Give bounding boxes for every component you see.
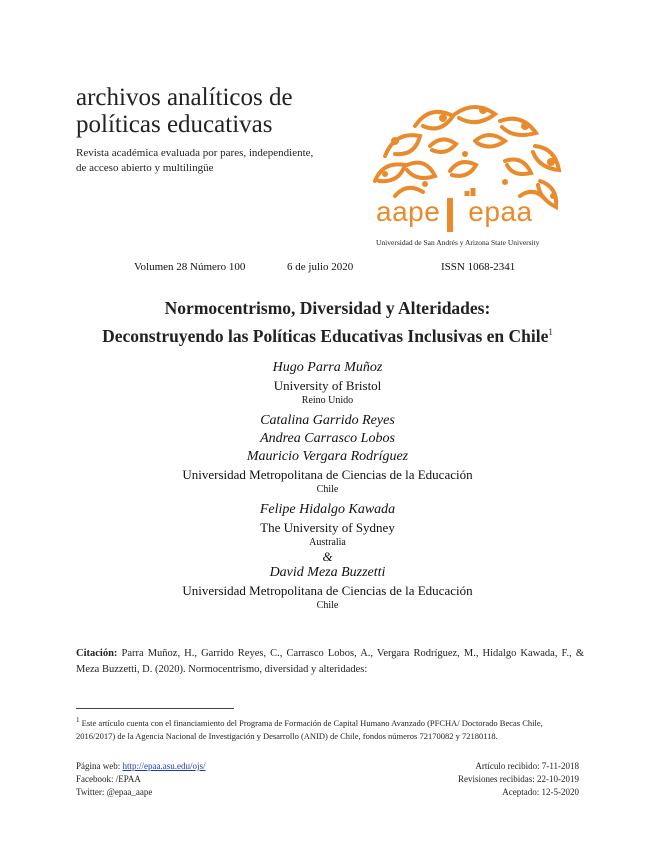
- author-country: Chile: [316, 600, 339, 611]
- footnote-text: Este artículo cuenta con el financiamiento del Programa de Formación de Capital Humano Avanzado (PFCHA/ Doctorado Becas Chile, 2016/2017) de la Agencia Nacional de Investigación y Desarrollo (ANID) de Chile, fondos números 72170082 y 72180118.: [76, 717, 543, 741]
- revisions-date: Revisiones recibidas: 22-10-2019: [458, 774, 579, 784]
- author-name: Felipe Hidalgo Kawada: [259, 502, 396, 517]
- received-date: Artículo recibido: 7-11-2018: [475, 761, 579, 771]
- twitter-text: Twitter: @epaa_aape: [76, 787, 153, 797]
- paper-title-line1: Normocentrismo, Diversidad y Alteridades:: [164, 298, 491, 318]
- author-institution: The University of Sydney: [260, 520, 395, 535]
- issue-issn: ISSN 1068-2341: [441, 261, 516, 273]
- journal-desc-line2: de acceso abierto y multilingüe: [76, 162, 214, 174]
- paper-title-line2: Deconstruyendo las Políticas Educativas Inclusivas en Chile: [102, 325, 549, 346]
- author-name: Mauricio Vergara Rodríguez: [246, 449, 409, 464]
- citation-text: Parra Muñoz, H., Garrido Reyes, C., Carrasco Lobos, A., Vergara Rodríguez, M., Hidalgo Kawada, F., & Meza Buzzetti, D. (2020). Normocentrismo, diversidad y alteridades:: [76, 648, 584, 675]
- citation-label: Citación:: [76, 648, 118, 659]
- footnote: [76, 714, 584, 743]
- author-country: Chile: [316, 484, 339, 495]
- journal-title-line2: políticas educativas: [76, 111, 273, 138]
- author-institution: University of Bristol: [273, 378, 382, 393]
- logo-word-epaa: epaa: [468, 196, 533, 227]
- issue-date: 6 de julio 2020: [287, 261, 354, 273]
- web-link[interactable]: http://epaa.asu.edu/ojs/: [122, 761, 206, 771]
- author-list: [0, 359, 655, 617]
- journal-desc-line1: Revista académica evaluada por pares, independiente,: [76, 147, 314, 159]
- footer-dates: [458, 760, 579, 799]
- author-name: Hugo Parra Muñoz: [272, 360, 383, 375]
- journal-title: [76, 84, 293, 138]
- logo-divider-bar: [447, 198, 453, 232]
- logo-word-aape: aape: [376, 196, 441, 227]
- author-name: David Meza Buzzetti: [269, 565, 386, 580]
- footnote-marker: 1: [76, 716, 80, 724]
- title-footnote-marker[interactable]: 1: [548, 327, 553, 337]
- footnote-divider: [76, 708, 234, 709]
- paper-title: [0, 296, 655, 348]
- author-ampersand: &: [322, 549, 333, 564]
- logo-affiliation: Universidad de San Andrés y Arizona State University: [376, 238, 540, 247]
- author-country: Reino Unido: [301, 395, 354, 406]
- journal-description: [76, 146, 313, 176]
- citation: [76, 646, 584, 678]
- author-institution: Universidad Metropolitana de Ciencias de la Educación: [182, 467, 473, 482]
- footer-contact: [76, 760, 205, 799]
- journal-title-line1: archivos analíticos de: [76, 84, 293, 111]
- facebook-text: Facebook: /EPAA: [76, 774, 141, 784]
- author-institution: Universidad Metropolitana de Ciencias de la Educación: [182, 583, 473, 598]
- author-country: Australia: [309, 537, 346, 548]
- web-label: Página web:: [76, 761, 121, 771]
- author-name: Andrea Carrasco Lobos: [260, 431, 395, 446]
- logo-wordmark: [376, 196, 533, 228]
- author-name: Catalina Garrido Reyes: [260, 413, 395, 428]
- issue-volume: Volumen 28 Número 100: [134, 261, 246, 273]
- accepted-date: Aceptado: 12-5-2020: [502, 787, 579, 797]
